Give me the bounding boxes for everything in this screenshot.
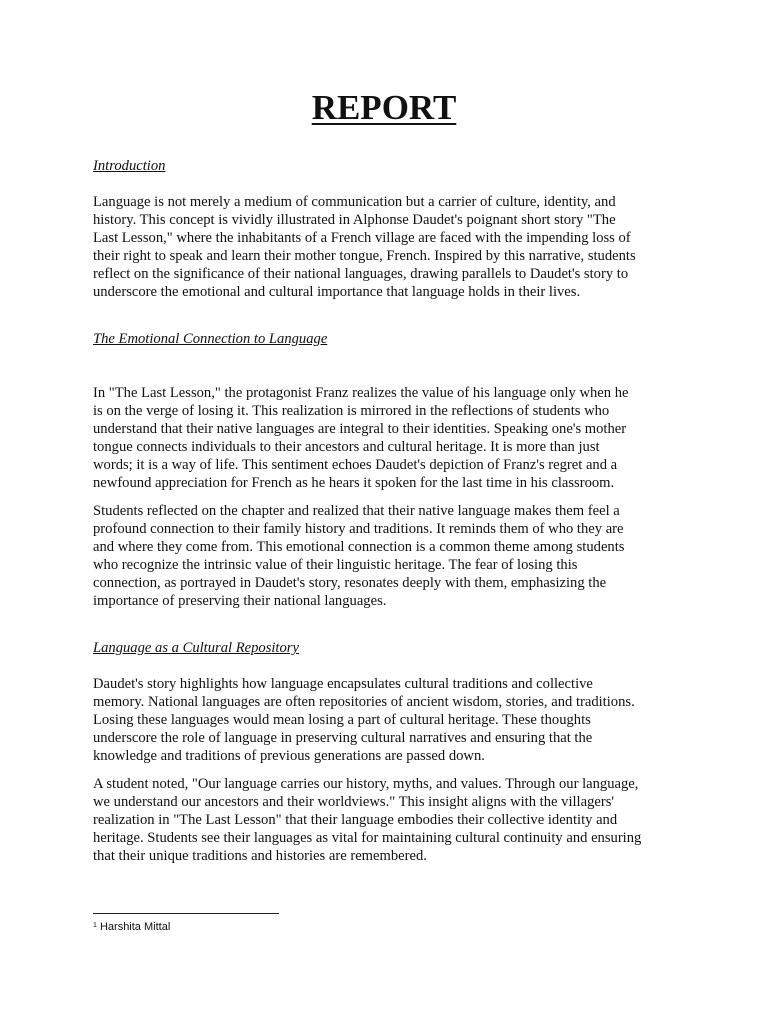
paragraph-line: is on the verge of losing it. This realization is mirrored in the reflections of students who bbox=[93, 403, 610, 420]
paragraph-emotional-connection-2 bbox=[93, 502, 683, 611]
paragraph-line: Daudet's story highlights how language encapsulates cultural traditions and collective bbox=[93, 676, 593, 692]
section-heading-cultural-repository: Language as a Cultural Repository bbox=[93, 640, 299, 656]
paragraph-line: their right to speak and learn their mother tongue, French. Inspired by this narrative, students bbox=[93, 248, 636, 265]
paragraph-line: Last Lesson," where the inhabitants of a French village are faced with the impending loss of bbox=[93, 230, 631, 247]
paragraph-line: who recognize the intrinsic value of their linguistic heritage. The fear of losing this bbox=[93, 557, 578, 574]
paragraph-cultural-repository-2 bbox=[93, 775, 683, 865]
paragraph-line: underscore the role of language in preserving cultural narratives and ensuring that the bbox=[93, 730, 593, 747]
report-title: REPORT bbox=[311, 88, 457, 127]
footnote-text: Harshita Mittal bbox=[99, 921, 171, 933]
paragraph-line: importance of preserving their national languages. bbox=[93, 593, 387, 610]
paragraph-introduction bbox=[93, 193, 683, 302]
section-heading-introduction: Introduction bbox=[93, 158, 166, 174]
paragraph-line: heritage. Students see their languages as vital for maintaining cultural continuity and ensuring bbox=[93, 830, 642, 847]
paragraph-line: reflect on the significance of their national languages, drawing parallels to Daudet's story to bbox=[93, 266, 629, 283]
paragraph-line: knowledge and traditions of previous generations are passed down. bbox=[93, 748, 485, 765]
paragraph-line: In "The Last Lesson," the protagonist Franz realizes the value of his language only when he bbox=[93, 385, 629, 401]
paragraph-cultural-repository-1 bbox=[93, 675, 683, 765]
section-heading-emotional-connection: The Emotional Connection to Language bbox=[93, 331, 328, 347]
paragraph-line: A student noted, "Our language carries our history, myths, and values. Through our language, bbox=[93, 776, 639, 792]
paragraph-line: connection, as portrayed in Daudet's story, resonates deeply with them, emphasizing the bbox=[93, 575, 607, 592]
paragraph-line: history. This concept is vividly illustrated in Alphonse Daudet's poignant short story "The bbox=[93, 212, 616, 229]
paragraph-line: that their unique traditions and histories are remembered. bbox=[93, 848, 427, 865]
paragraph-line: realization in "The Last Lesson" that their language embodies their collective identity and bbox=[93, 812, 618, 829]
paragraph-line: understand that their native languages are integral to their identities. Speaking one's mother bbox=[93, 421, 627, 438]
paragraph-emotional-connection-1 bbox=[93, 384, 683, 493]
paragraph-line: memory. National languages are often repositories of ancient wisdom, stories, and traditions. bbox=[93, 694, 635, 711]
paragraph-line: Losing these languages would mean losing a part of cultural heritage. These thoughts bbox=[93, 712, 591, 729]
paragraph-line: underscore the emotional and cultural importance that language holds in their lives. bbox=[93, 284, 581, 301]
paragraph-line: newfound appreciation for French as he hears it spoken for the last time in his classroom. bbox=[93, 475, 615, 492]
paragraph-line: tongue connects individuals to their ancestors and cultural heritage. It is more than just bbox=[93, 439, 600, 456]
paragraph-line: words; it is a way of life. This sentiment echoes Daudet's depiction of Franz's regret and a bbox=[93, 457, 618, 474]
paragraph-line: and where they come from. This emotional connection is a common theme among students bbox=[93, 539, 625, 556]
footnote-separator bbox=[93, 913, 279, 914]
footnote-marker: 1 bbox=[93, 922, 97, 929]
paragraph-line: Language is not merely a medium of communication but a carrier of culture, identity, and bbox=[93, 194, 616, 210]
paragraph-line: Students reflected on the chapter and realized that their native language makes them feel a bbox=[93, 503, 620, 519]
footnote bbox=[93, 920, 170, 934]
paragraph-line: profound connection to their family history and traditions. It reminds them of who they are bbox=[93, 521, 624, 538]
paragraph-line: we understand our ancestors and their worldviews." This insight aligns with the villagers' bbox=[93, 794, 615, 811]
